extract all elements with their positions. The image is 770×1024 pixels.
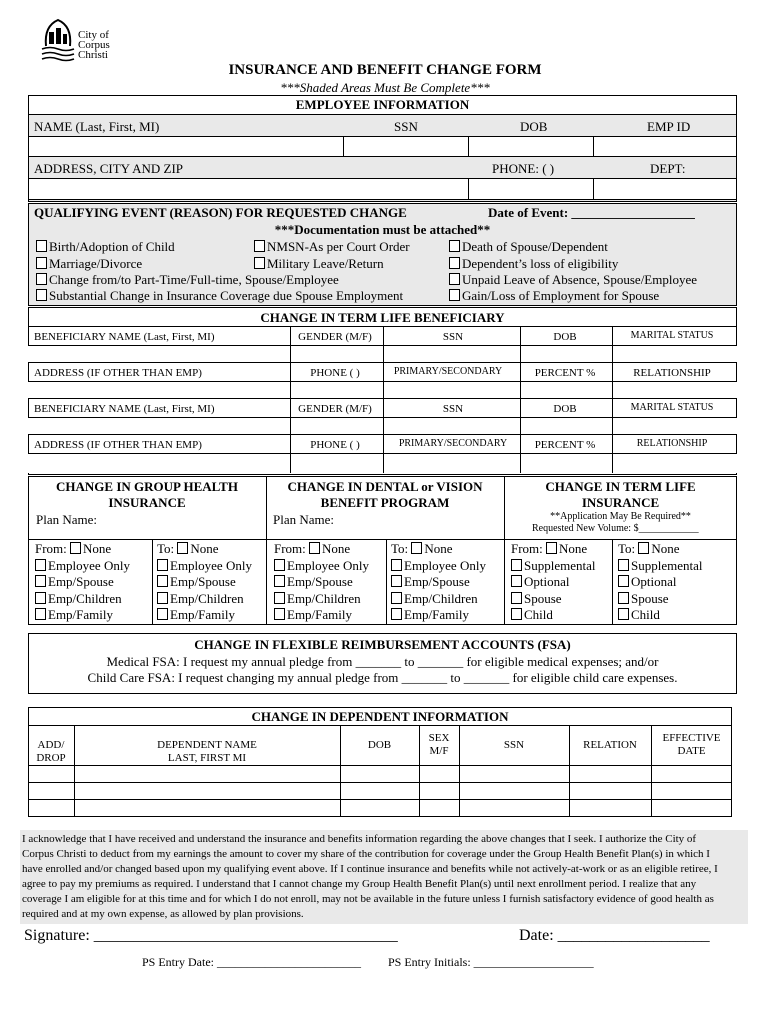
checkbox[interactable] [36,289,47,301]
checkbox[interactable] [638,542,649,554]
option-row[interactable]: Emp/Children [35,591,130,608]
checkbox[interactable] [274,559,285,571]
life-requested-volume[interactable]: Requested New Volume: $____________ [532,523,699,534]
phone-label: PHONE: ( ) [492,161,555,176]
option-row[interactable]: Emp/Spouse [35,574,130,591]
option-row[interactable]: From: None [274,541,351,556]
life-from-options [511,541,596,624]
logo-line: Corpus [78,39,110,51]
checkbox[interactable] [391,559,402,571]
table-cell: DOB [553,403,577,415]
dob-label: DOB [520,119,548,134]
phone-field[interactable] [468,178,594,200]
checkbox[interactable] [35,559,46,571]
option-row[interactable]: Child [618,607,703,624]
option-row[interactable]: Employee Only [157,558,252,575]
checkbox[interactable] [157,608,168,620]
option-row[interactable]: From: None [35,541,112,556]
form-subtitle: ***Shaded Areas Must Be Complete*** [280,80,490,95]
option-row[interactable]: Emp/Family [35,607,130,624]
col-header-relation: RELATION [583,739,637,751]
city-logo [40,16,112,66]
ssn-label: SSN [394,119,418,134]
option-row[interactable]: Spouse [511,591,596,608]
checkbox[interactable] [511,592,522,604]
dental-plan-name[interactable]: Plan Name: [273,512,335,527]
health-title: INSURANCE [108,495,186,510]
fsa-header: CHANGE IN FLEXIBLE REIMBURSEMENT ACCOUNTS (FSA) [194,637,571,652]
checkbox[interactable] [274,608,285,620]
col-header-dependent-name: DEPENDENT NAME LAST, FIRST MI [157,739,257,764]
event-option[interactable]: Marriage/Divorce [36,257,142,270]
dept-field[interactable] [593,178,737,200]
logo-line: Christi [78,49,108,61]
health-plan-name[interactable]: Plan Name: [36,512,98,527]
checkbox[interactable] [157,575,168,587]
event-option[interactable]: Unpaid Leave of Absence, Spouse/Employee [449,273,697,286]
dept-label: DEPT: [650,161,686,176]
table-cell: BENEFICIARY NAME (Last, First, MI) [34,331,215,343]
option-row[interactable]: Emp/Children [391,591,486,608]
checkbox[interactable] [449,273,460,285]
table-cell: PERCENT % [534,367,596,379]
health-title: CHANGE IN GROUP HEALTH [56,479,238,494]
checkbox[interactable] [618,592,629,604]
option-row[interactable]: To: None [618,541,680,556]
checkbox[interactable] [36,273,47,285]
checkbox[interactable] [254,257,265,269]
form-title: INSURANCE AND BENEFIT CHANGE FORM [228,62,542,78]
checkbox[interactable] [618,559,629,571]
checkbox[interactable] [254,240,265,252]
event-date-label[interactable]: Date of Event: ___________________ [488,205,695,220]
life-title: CHANGE IN TERM LIFE [545,479,696,494]
event-option[interactable]: NMSN-As per Court Order [254,240,410,253]
event-option[interactable]: Military Leave/Return [254,257,384,270]
table-cell: PRIMARY/SECONDARY [393,366,503,377]
checkbox[interactable] [70,542,81,554]
option-row[interactable]: Emp/Spouse [391,574,486,591]
col-header-add-drop: ADD/ DROP [36,739,66,764]
signature-line[interactable]: Signature: ______________________________________ [24,927,398,944]
table-cell: PHONE ( ) [310,367,360,379]
checkbox[interactable] [511,559,522,571]
ps-entry-date[interactable]: PS Entry Date: ________________________ [142,955,361,969]
option-row[interactable]: Supplemental [511,558,596,575]
dob-field[interactable] [468,136,594,157]
table-cell: ADDRESS (IF OTHER THAN EMP) [34,439,202,451]
checkbox[interactable] [511,575,522,587]
table-cell: DOB [553,331,577,343]
dependent-header: CHANGE IN DEPENDENT INFORMATION [251,709,509,724]
option-row[interactable]: Employee Only [391,558,486,575]
col-header-dob: DOB [367,739,392,751]
documentation-note: ***Documentation must be attached** [274,222,491,237]
option-row[interactable]: Employee Only [35,558,130,575]
dependent-input-row[interactable] [29,766,731,782]
checkbox[interactable] [309,542,320,554]
option-row[interactable]: Emp/Spouse [274,574,369,591]
checkbox[interactable] [511,608,522,620]
checkbox[interactable] [546,542,557,554]
emp-id-field[interactable] [593,136,737,157]
address-label: ADDRESS, CITY AND ZIP [34,161,184,176]
option-row[interactable]: Emp/Family [274,607,369,624]
table-cell: ADDRESS (IF OTHER THAN EMP) [34,367,202,379]
employee-info-header: EMPLOYEE INFORMATION [295,97,470,112]
qualifying-event-header: QUALIFYING EVENT (REASON) FOR REQUESTED CHANGE [34,205,407,220]
checkbox[interactable] [449,289,460,301]
ps-entry-initials[interactable]: PS Entry Initials: ____________________ [388,955,594,969]
event-option[interactable]: Dependent’s loss of eligibility [449,257,618,270]
checkbox[interactable] [35,575,46,587]
checkbox[interactable] [391,592,402,604]
checkbox[interactable] [391,608,402,620]
checkbox[interactable] [391,575,402,587]
checkbox[interactable] [618,608,629,620]
date-line[interactable]: Date: ___________________ [519,927,710,944]
table-cell: PRIMARY/SECONDARY [398,438,508,449]
table-cell: GENDER (M/F) [298,403,372,415]
beneficiary-rows [28,326,737,475]
option-row[interactable]: To: None [157,541,219,556]
life-application-note: **Application May Be Required** [550,511,691,522]
option-row[interactable]: Supplemental [618,558,703,575]
name-label: NAME (Last, First, MI) [34,119,160,134]
dental-title: CHANGE IN DENTAL or VISION [287,479,483,494]
option-row[interactable]: Emp/Children [274,591,369,608]
checkbox[interactable] [36,257,47,269]
checkbox[interactable] [177,542,188,554]
option-row[interactable]: Emp/Family [391,607,486,624]
name-field[interactable] [28,136,344,157]
table-cell: PERCENT % [534,439,596,451]
option-row[interactable]: Emp/Family [157,607,252,624]
option-row[interactable]: Spouse [618,591,703,608]
table-cell: SSN [442,403,464,415]
ssn-field[interactable] [343,136,469,157]
acknowledgement-text: I acknowledge that I have received and understand the insurance and benefits information regarding the above changes that I seek. I authorize the City of Corpus Christi to deduct from my earnings the amount to cover my share of the contribution for coverage under the Group Health Benefit Plan(s) in which I have enrolled and/or changed based upon my qualifying event above. If I continue insurance and benefits while not actively-at-work or as an eligible retiree, I agree to pay my premiums as required. I understand that I cannot change my Group Health Benefit Plan(s) until next enrollment period. I realize that any coverage I am eligible for at this time and for which I do not enroll, may not be available in the future unless I furnish satisfactory evidence of good health as required and at my own expense, as allowed by plan provisions. [22,833,718,920]
checkbox[interactable] [274,575,285,587]
option-row[interactable]: Optional [618,574,703,591]
health-to-options [157,541,252,624]
dependent-input-row[interactable] [29,783,731,799]
table-cell: RELATIONSHIP [633,367,711,379]
emp-id-label: EMP ID [647,119,691,134]
checkbox[interactable] [35,608,46,620]
option-row[interactable]: Emp/Spouse [157,574,252,591]
checkbox[interactable] [157,559,168,571]
dental-from-options [274,541,369,624]
checkbox[interactable] [449,240,460,252]
table-cell: MARITAL STATUS [630,330,714,341]
checkbox[interactable] [157,592,168,604]
event-option[interactable]: Gain/Loss of Employment for Spouse [449,289,659,302]
checkbox[interactable] [274,592,285,604]
checkbox[interactable] [36,240,47,252]
dependent-input-row[interactable] [29,800,731,816]
option-row[interactable]: Child [511,607,596,624]
fsa-childcare[interactable]: Child Care FSA: I request changing my annual pledge from _______ to _______ for eligible child care expenses. [87,670,678,685]
option-row[interactable]: To: None [391,541,453,556]
option-row[interactable]: From: None [511,541,588,556]
checkbox[interactable] [35,592,46,604]
checkbox[interactable] [618,575,629,587]
term-life-header: CHANGE IN TERM LIFE BENEFICIARY [260,310,505,325]
dental-title: BENEFIT PROGRAM [320,495,450,510]
checkbox[interactable] [411,542,422,554]
health-from-options [35,541,130,624]
life-to-options [618,541,703,624]
col-header-effective-date: EFFECTIVE DATE [662,732,721,757]
checkbox[interactable] [449,257,460,269]
col-header-ssn: SSN [503,739,525,751]
address-field[interactable] [28,178,469,200]
table-cell: BENEFICIARY NAME (Last, First, MI) [34,403,215,415]
table-cell: MARITAL STATUS [630,402,714,413]
table-cell: PHONE ( ) [310,439,360,451]
option-row[interactable]: Employee Only [274,558,369,575]
table-cell: RELATIONSHIP [636,438,708,449]
table-cell: SSN [442,331,464,343]
event-option[interactable]: Change from/to Part-Time/Full-time, Spouse/Employee [36,273,339,286]
col-header-sex: SEX M/F [428,732,450,757]
table-cell: GENDER (M/F) [298,331,372,343]
dental-to-options [391,541,486,624]
event-option[interactable]: Substantial Change in Insurance Coverage due Spouse Employment [36,289,403,302]
option-row[interactable]: Emp/Children [157,591,252,608]
option-row[interactable]: Optional [511,574,596,591]
event-option[interactable]: Death of Spouse/Dependent [449,240,608,253]
life-title: INSURANCE [581,495,660,510]
event-option[interactable]: Birth/Adoption of Child [36,240,175,253]
logo-line: City of [78,29,109,41]
fsa-medical[interactable]: Medical FSA: I request my annual pledge from _______ to _______ for eligible medical expenses; and/or [106,654,659,669]
city-logo-icon [40,16,76,64]
